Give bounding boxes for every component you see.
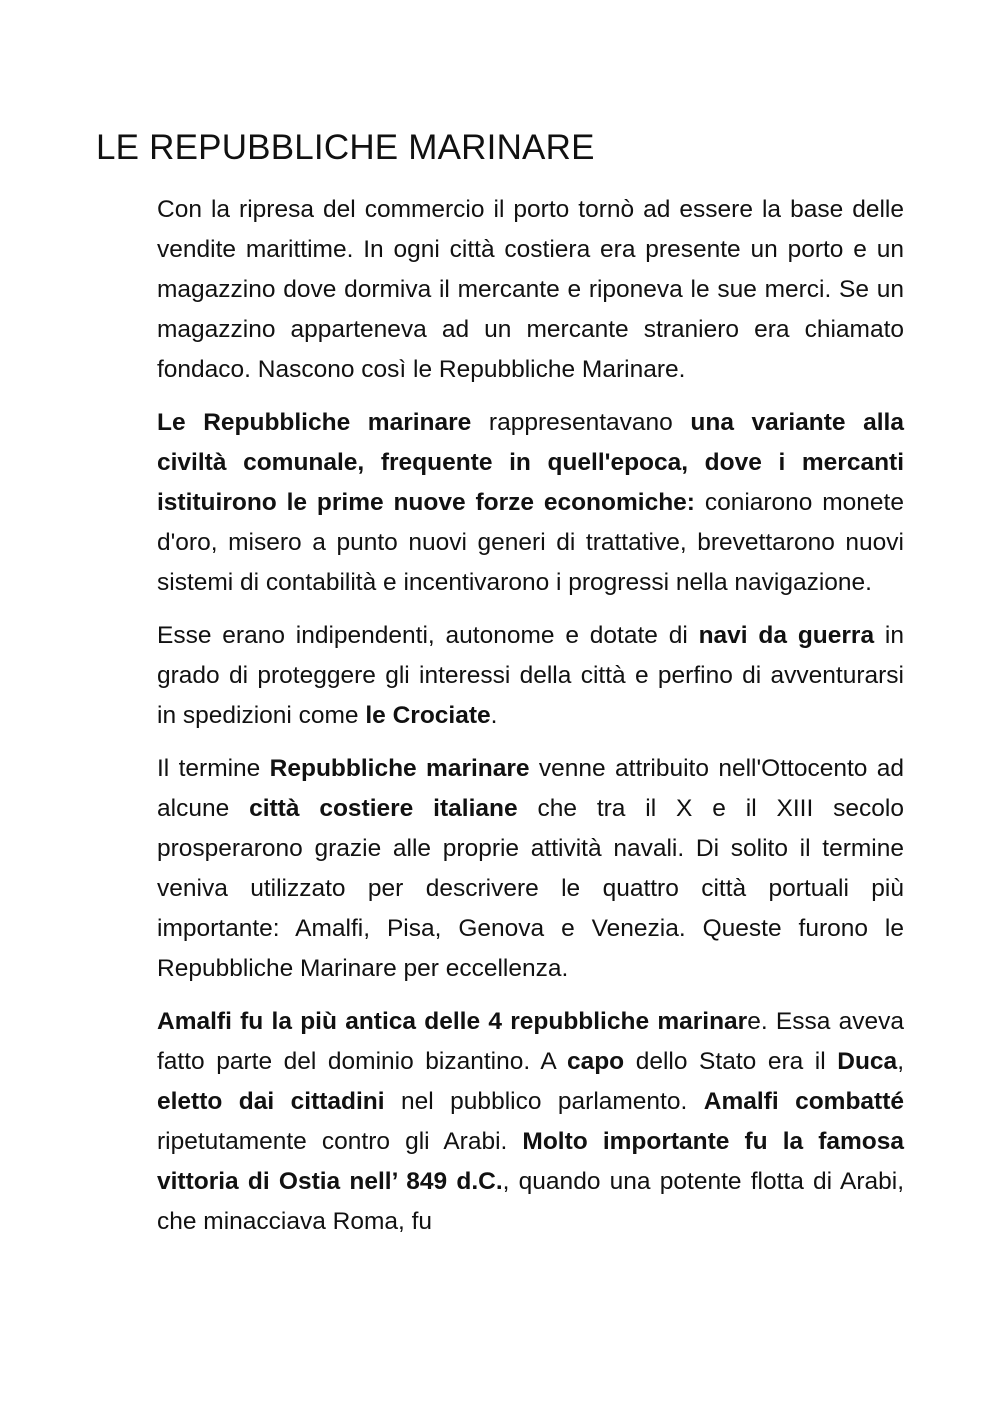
text-run-bold: una variante alla civiltà comunale, frequente in quell'epoca, dove i mercanti istituirono le prime nuove forze economiche: (157, 409, 904, 516)
text-run: . (490, 702, 498, 729)
paragraph-intro (157, 190, 904, 390)
text-run: Il termine (157, 755, 270, 782)
text-run-bold: Molto importante fu la famosa vittoria di Ostia nell’ 849 d.C. (157, 1128, 905, 1195)
text-run: che tra il X e il XIII secolo prosperarono grazie alle proprie attività navali. Di solito il termine veniva utilizzato per descrivere le quattro città portuali più importante: Amalfi, Pisa, Genova e Venezia. Queste furono le Repubbliche Marinare per eccellenza. (157, 795, 904, 982)
text-run: rappresentavano (471, 409, 691, 436)
text-run: in grado di proteggere gli interessi della città e perfino di avventurarsi in spedizioni come (157, 622, 904, 729)
text-run-bold: Amalfi combatté (703, 1088, 904, 1115)
text-run-bold: capo (566, 1048, 625, 1075)
text-run-bold: Amalfi fu la più antica delle 4 repubbliche marinar (157, 1008, 748, 1035)
text-run: e. Essa aveva fatto parte del dominio bizantino. A (157, 1008, 905, 1075)
paragraph-term (157, 749, 904, 989)
paragraph-independence (157, 616, 904, 736)
text-run: Esse erano indipendenti, autonome e dotate di (157, 622, 699, 649)
text-run-bold: Duca (837, 1048, 898, 1075)
bullet-item-amalfi (157, 1002, 904, 1242)
text-run-bold: le Crociate (365, 702, 491, 729)
text-run-bold: Repubbliche marinare (269, 755, 530, 782)
text-run-bold: navi da guerra (698, 622, 875, 649)
document-title: LE REPUBBLICHE MARINARE (96, 128, 595, 167)
text-run-bold: Le Repubbliche marinare (157, 409, 472, 436)
text-run: dello Stato era il (624, 1048, 838, 1075)
text-run-bold: eletto dai cittadini (157, 1088, 385, 1115)
paragraph-definition (157, 403, 904, 603)
text-run: , (897, 1048, 904, 1075)
text-run: coniarono monete d'oro, misero a punto nuovi generi di trattative, brevettarono nuovi sistemi di contabilità e incentivarono i progressi nella navigazione. (157, 489, 904, 596)
text-run: nel pubblico parlamento. (384, 1088, 704, 1115)
text-run: Con la ripresa del commercio il porto tornò ad essere la base delle vendite marittime. In ogni città costiera era presente un porto e un magazzino dove dormiva il mercante e riponeva le sue merci. Se un magazzino apparteneva ad un mercante straniero era chiamato fondaco. Nascono così le Repubbliche Marinare. (157, 196, 904, 383)
text-run: venne attribuito nell'Ottocento ad alcune (157, 755, 904, 822)
document-body (157, 190, 904, 1255)
text-run-bold: città costiere italiane (249, 795, 518, 822)
text-run: ripetutamente contro gli Arabi. (157, 1128, 523, 1155)
text-run: , quando una potente flotta di Arabi, che minacciava Roma, fu (157, 1168, 905, 1235)
